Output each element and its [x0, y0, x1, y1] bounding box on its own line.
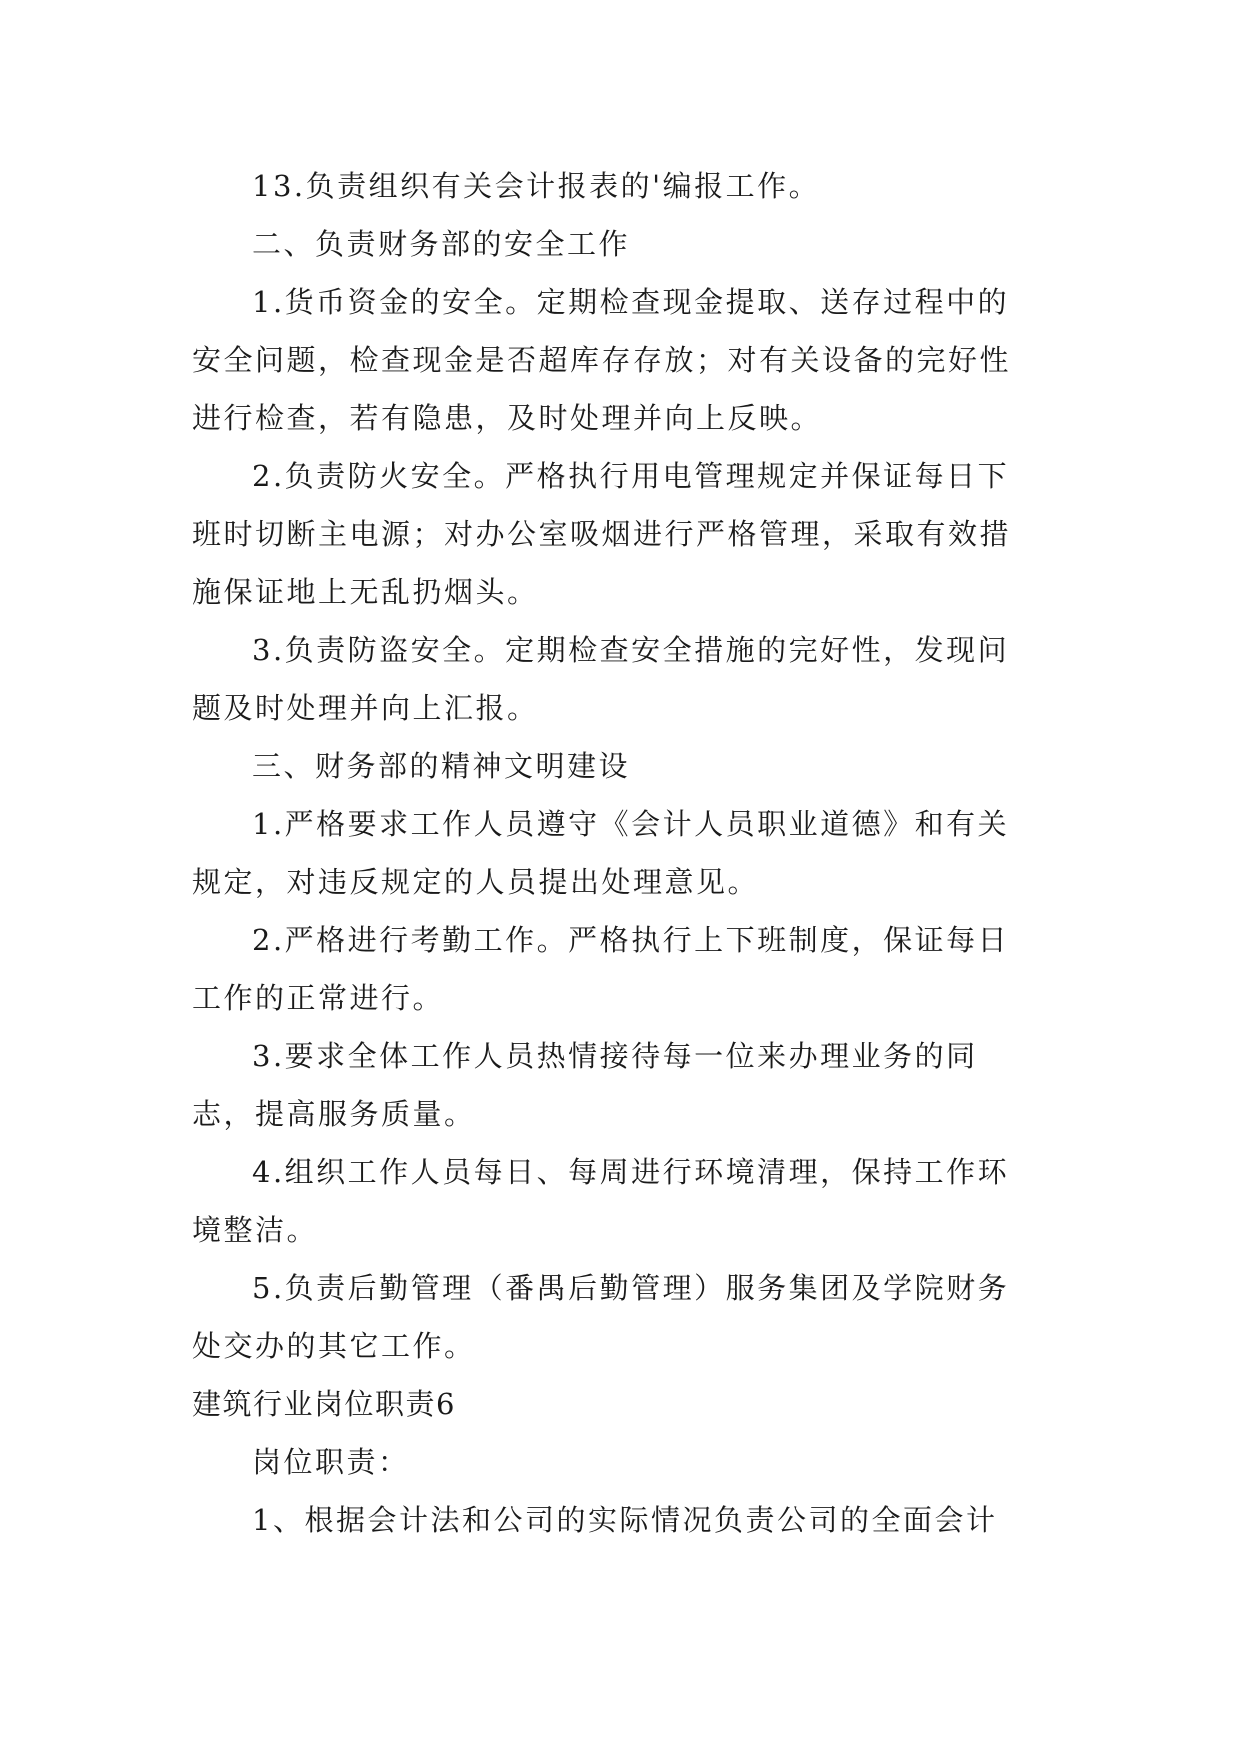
item-1-funds-security-line-3: 进行检查，若有隐患，及时处理并向上反映。 [192, 401, 823, 435]
document-section-title: 建筑行业岗位职责6 [192, 1387, 456, 1421]
item-4-cleaning-line-1: 4.组织工作人员每日、每周进行环境清理，保持工作环 [252, 1155, 1010, 1189]
item-3-theft-prevention-line-2: 题及时处理并向上汇报。 [192, 691, 539, 725]
job-duties-label: 岗位职责： [252, 1445, 410, 1479]
item-5-other-duties-line-1: 5.负责后勤管理（番禺后勤管理）服务集团及学院财务 [252, 1271, 1010, 1305]
item-2-fire-safety-line-1: 2.负责防火安全。严格执行用电管理规定并保证每日下 [252, 459, 1010, 493]
section-heading-civilization: 三、财务部的精神文明建设 [252, 749, 631, 783]
item-2-attendance-line-1: 2.严格进行考勤工作。严格执行上下班制度，保证每日 [252, 923, 1010, 957]
section-heading-security: 二、负责财务部的安全工作 [252, 227, 631, 261]
item-2-fire-safety-line-3: 施保证地上无乱扔烟头。 [192, 575, 539, 609]
item-3-service-line-1: 3.要求全体工作人员热情接待每一位来办理业务的同 [252, 1039, 978, 1073]
duty-1-line-1: 1、根据会计法和公司的实际情况负责公司的全面会计 [252, 1503, 998, 1537]
item-1-funds-security-line-2: 安全问题，检查现金是否超库存存放；对有关设备的完好性 [192, 343, 1012, 377]
item-1-funds-security-line-1: 1.货币资金的安全。定期检查现金提取、送存过程中的 [252, 285, 1010, 319]
item-2-fire-safety-line-2: 班时切断主电源；对办公室吸烟进行严格管理，采取有效措 [192, 517, 1012, 551]
item-5-other-duties-line-2: 处交办的其它工作。 [192, 1329, 476, 1363]
item-13-report-compilation: 13.负责组织有关会计报表的'编报工作。 [252, 169, 821, 203]
item-1-ethics-line-1: 1.严格要求工作人员遵守《会计人员职业道德》和有关 [252, 807, 1010, 841]
item-4-cleaning-line-2: 境整洁。 [192, 1213, 319, 1247]
item-2-attendance-line-2: 工作的正常进行。 [192, 981, 445, 1015]
item-1-ethics-line-2: 规定，对违反规定的人员提出处理意见。 [192, 865, 760, 899]
item-3-theft-prevention-line-1: 3.负责防盗安全。定期检查安全措施的完好性，发现问 [252, 633, 1010, 667]
item-3-service-line-2: 志，提高服务质量。 [192, 1097, 476, 1131]
